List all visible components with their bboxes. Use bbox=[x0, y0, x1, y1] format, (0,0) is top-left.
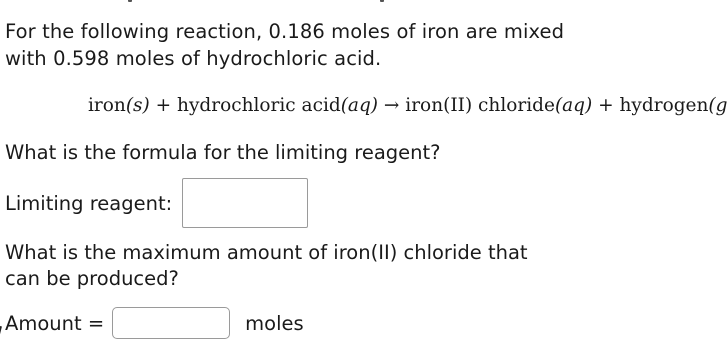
reactant-hydrochloric-acid: hydrochloric acid bbox=[177, 95, 341, 116]
reactant-hydrochloric-acid-state: (aq) bbox=[340, 95, 379, 116]
product-iron-ii-chloride-state: (aq) bbox=[554, 95, 593, 116]
limiting-reagent-row bbox=[5, 178, 308, 228]
product-hydrogen: hydrogen bbox=[619, 95, 709, 116]
question-max-amount bbox=[5, 240, 695, 292]
plus-sign: + bbox=[149, 95, 178, 116]
product-hydrogen-state: (g bbox=[708, 95, 727, 116]
amount-row bbox=[5, 307, 304, 339]
question-limiting-reagent: What is the formula for the limiting reagent? bbox=[5, 141, 441, 164]
problem-statement-line-2: with 0.598 moles of hydrochloric acid. bbox=[5, 47, 382, 70]
plus-sign: + bbox=[592, 95, 620, 116]
limiting-reagent-label: Limiting reagent: bbox=[5, 191, 173, 215]
product-iron-ii-chloride: iron(II) chloride bbox=[405, 95, 555, 116]
cropped-top-edge bbox=[0, 0, 700, 8]
amount-label: Amount = bbox=[5, 311, 105, 335]
mouse-cursor-fragment bbox=[0, 326, 2, 348]
reaction-equation bbox=[88, 94, 727, 118]
reactant-iron: iron bbox=[88, 95, 126, 116]
reaction-arrow-icon: → bbox=[378, 95, 406, 116]
problem-statement bbox=[5, 18, 695, 72]
limiting-reagent-input[interactable] bbox=[182, 178, 308, 228]
amount-unit: moles bbox=[245, 311, 304, 335]
question-max-amount-line-2: can be produced? bbox=[5, 267, 179, 290]
problem-statement-line-1: For the following reaction, 0.186 moles of iron are mixed bbox=[5, 20, 565, 43]
amount-input[interactable] bbox=[112, 307, 230, 339]
question-max-amount-line-1: What is the maximum amount of iron(II) chloride that bbox=[5, 241, 528, 264]
reactant-iron-state: (s) bbox=[125, 95, 150, 116]
